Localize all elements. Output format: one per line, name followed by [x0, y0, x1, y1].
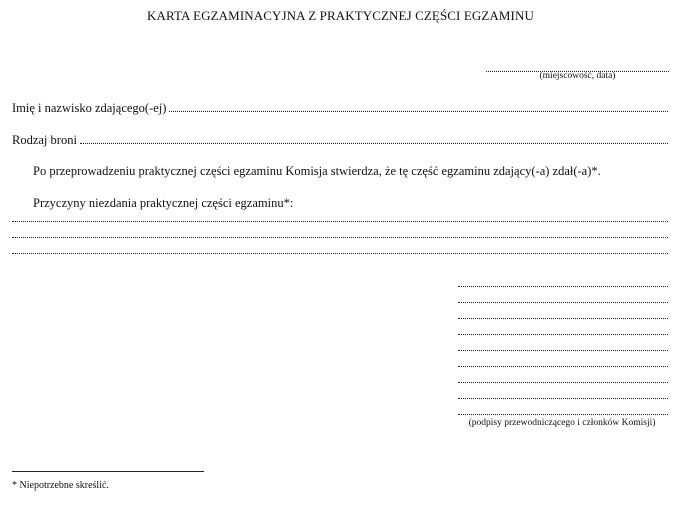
- candidate-name-row: [12, 101, 668, 115]
- signature-line[interactable]: [458, 302, 668, 303]
- weapon-type-field[interactable]: [80, 142, 668, 144]
- footnote-divider: [12, 471, 204, 472]
- signature-line[interactable]: [458, 350, 668, 351]
- signatures-caption: (podpisy przewodniczącego i członków Komisji): [468, 418, 656, 428]
- signature-line[interactable]: [458, 414, 668, 415]
- signature-line[interactable]: [458, 398, 668, 399]
- signature-line[interactable]: [458, 334, 668, 335]
- failure-reasons-label: Przyczyny niezdania praktycznej części egzaminu*:: [33, 196, 294, 210]
- failure-reason-line[interactable]: [12, 221, 668, 222]
- place-date-caption: (miejscowość, data): [539, 71, 616, 81]
- candidate-name-label: Imię i nazwisko zdającego(-ej): [12, 101, 167, 115]
- signature-line[interactable]: [458, 382, 668, 383]
- signature-line[interactable]: [458, 286, 668, 287]
- form-title: KARTA EGZAMINACYJNA Z PRAKTYCZNEJ CZĘŚCI EGZAMINU: [147, 8, 534, 23]
- failure-reason-line[interactable]: [12, 253, 668, 254]
- candidate-name-field[interactable]: [169, 110, 668, 112]
- signature-line[interactable]: [458, 366, 668, 367]
- weapon-type-row: [12, 133, 668, 147]
- weapon-type-label: Rodzaj broni: [12, 133, 77, 147]
- failure-reason-line[interactable]: [12, 237, 668, 238]
- signature-line[interactable]: [458, 318, 668, 319]
- commission-statement: Po przeprowadzeniu praktycznej części egzaminu Komisja stwierdza, że tę część egzaminu zdający(-a) zdał(-a)*.: [33, 164, 601, 178]
- footnote: * Niepotrzebne skreślić.: [12, 480, 109, 491]
